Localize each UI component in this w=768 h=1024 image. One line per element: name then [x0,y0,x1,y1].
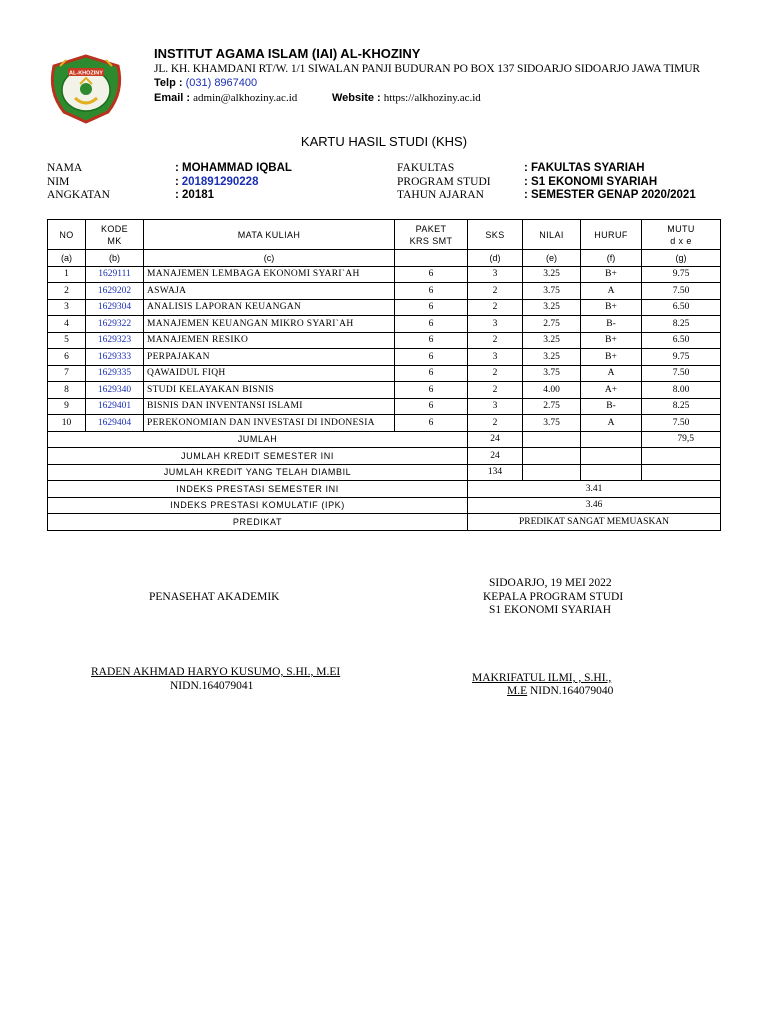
course-nilai: 4.00 [523,382,581,399]
course-code: 1629335 [86,365,144,382]
advisor-name: RADEN AKHMAD HARYO KUSUMO, S.HI., M.EI [91,666,341,678]
course-sks: 2 [468,283,523,300]
predikat-label: PREDIKAT [48,514,468,531]
table-row [48,332,721,349]
table-row [48,365,721,382]
email-label: Email : [154,92,191,104]
email-value[interactable]: admin@alkhoziny.ac.id [193,92,298,104]
header-nilai: NILAI [523,220,581,250]
course-nilai: 3.75 [523,415,581,432]
course-paket: 6 [395,382,468,399]
course-no: 2 [48,283,86,300]
course-huruf: B+ [581,332,642,349]
course-huruf: A [581,283,642,300]
institution-telp [154,77,257,89]
letter-cell [395,250,468,267]
course-name: MANAJEMEN LEMBAGA EKONOMI SYARI`AH [144,266,395,283]
course-mutu: 9.75 [642,349,721,366]
course-nilai: 3.25 [523,332,581,349]
course-rows [48,266,721,431]
course-nilai: 3.25 [523,349,581,366]
course-sks: 2 [468,365,523,382]
letter-cell: (f) [581,250,642,267]
ipk-row [48,497,721,514]
header-sks: SKS [468,220,523,250]
kredit-semester-row [48,448,721,465]
logo-text: AL-KHOZINY [69,70,103,77]
course-no: 10 [48,415,86,432]
website-label: Website : [332,92,381,104]
document-title: KARTU HASIL STUDI (KHS) [300,134,468,149]
course-nilai: 3.25 [523,299,581,316]
prodi-value: : S1 EKONOMI SYARIAH [524,176,658,188]
course-code: 1629304 [86,299,144,316]
header-no: NO [48,220,86,250]
course-code: 1629404 [86,415,144,432]
course-paket: 6 [395,349,468,366]
course-mutu: 8.00 [642,382,721,399]
table-row [48,316,721,333]
nim-value: 201891290228 [181,176,259,188]
institution-email [154,92,297,104]
course-name: MANAJEMEN RESIKO [144,332,395,349]
table-row [48,382,721,399]
course-name: BISNIS DAN INVENTANSI ISLAMI [144,398,395,415]
header-mutu: MUTU d x e [642,220,721,250]
course-sks: 3 [468,349,523,366]
empty-cell [581,448,642,465]
header-kode: KODE MK [86,220,144,250]
course-paket: 6 [395,398,468,415]
course-nilai: 2.75 [523,398,581,415]
table-header-row [48,220,721,250]
head-title-1: KEPALA PROGRAM STUDI [483,591,624,603]
course-sks: 3 [468,266,523,283]
angkatan-label: ANGKATAN [47,189,110,201]
header-mata-kuliah: MATA KULIAH [144,220,395,250]
advisor-nidn: NIDN.164079041 [170,680,254,692]
empty-cell [581,431,642,448]
course-nilai: 3.25 [523,266,581,283]
course-nilai: 2.75 [523,316,581,333]
course-mutu: 7.50 [642,415,721,432]
head-name-nidn [507,685,613,697]
course-mutu: 8.25 [642,398,721,415]
kredit-diambil-row [48,464,721,481]
predikat-value: PREDIKAT SANGAT MEMUASKAN [468,514,721,531]
course-huruf: A [581,415,642,432]
jumlah-row [48,431,721,448]
course-mutu: 7.50 [642,283,721,300]
course-name: MANAJEMEN KEUANGAN MIKRO SYARI`AH [144,316,395,333]
course-paket: 6 [395,266,468,283]
course-no: 5 [48,332,86,349]
header-huruf: HURUF [581,220,642,250]
course-name: ASWAJA [144,283,395,300]
course-name: PEREKONOMIAN DAN INVESTASI DI INDONESIA [144,415,395,432]
course-paket: 6 [395,316,468,333]
course-sks: 2 [468,299,523,316]
nama-label: NAMA [47,162,83,174]
institution-address: JL. KH. KHAMDANI RT/W. 1/1 SIWALAN PANJI BUDURAN PO BOX 137 SIDOARJO SIDOARJO JAWA TIMUR [154,63,700,75]
ips-row [48,481,721,498]
empty-cell [581,464,642,481]
course-mutu: 6.50 [642,299,721,316]
course-name: QAWAIDUL FIQH [144,365,395,382]
letter-cell: (e) [523,250,581,267]
institution-name: INSTITUT AGAMA ISLAM (IAI) AL-KHOZINY [154,46,421,61]
course-huruf: B- [581,316,642,333]
course-mutu: 7.50 [642,365,721,382]
tahun-value: : SEMESTER GENAP 2020/2021 [524,189,696,201]
jumlah-mutu: 79,5 [642,431,721,448]
letter-cell: (g) [642,250,721,267]
course-paket: 6 [395,365,468,382]
course-huruf: B+ [581,299,642,316]
table-row [48,266,721,283]
course-mutu: 9.75 [642,266,721,283]
course-sks: 3 [468,398,523,415]
letter-cell: (d) [468,250,523,267]
course-nilai: 3.75 [523,283,581,300]
course-no: 9 [48,398,86,415]
website-value[interactable]: https://alkhoziny.ac.id [383,92,481,104]
empty-cell [523,448,581,465]
ips-label: INDEKS PRESTASI SEMESTER INI [48,481,468,498]
telp-value: (031) 8967400 [185,77,258,89]
nama-value: : MOHAMMAD IQBAL [175,162,292,174]
kredit-diambil-value: 134 [468,464,523,481]
course-sks: 2 [468,415,523,432]
course-paket: 6 [395,415,468,432]
fakultas-value: : FAKULTAS SYARIAH [524,162,645,174]
table-row [48,299,721,316]
course-huruf: A+ [581,382,642,399]
table-row [48,398,721,415]
course-paket: 6 [395,332,468,349]
course-paket: 6 [395,283,468,300]
predikat-row [48,514,721,531]
course-no: 1 [48,266,86,283]
empty-cell [523,431,581,448]
header-paket: PAKET KRS SMT [395,220,468,250]
telp-label: Telp : [154,77,183,89]
course-name: ANALISIS LAPORAN KEUANGAN [144,299,395,316]
nim-colon: : [175,176,179,188]
kredit-semester-label: JUMLAH KREDIT SEMESTER INI [48,448,468,465]
table-row [48,349,721,366]
course-code: 1629323 [86,332,144,349]
column-letter-row [48,250,721,267]
letter-cell: (b) [86,250,144,267]
grades-table [47,219,721,531]
institution-website [332,92,481,104]
course-no: 7 [48,365,86,382]
fakultas-label: FAKULTAS [397,162,455,174]
empty-cell [642,464,721,481]
course-mutu: 6.50 [642,332,721,349]
course-code: 1629333 [86,349,144,366]
head-nidn: NIDN.164079040 [530,685,614,697]
course-name: PERPAJAKAN [144,349,395,366]
head-name-suffix: M.E [507,685,528,697]
course-huruf: B+ [581,266,642,283]
course-sks: 2 [468,382,523,399]
letter-cell: (c) [144,250,395,267]
jumlah-label: JUMLAH [48,431,468,448]
prodi-label: PROGRAM STUDI [397,176,491,188]
course-no: 4 [48,316,86,333]
course-name: STUDI KELAYAKAN BISNIS [144,382,395,399]
table-row [48,415,721,432]
course-no: 3 [48,299,86,316]
ipk-value: 3.46 [468,497,721,514]
course-mutu: 8.25 [642,316,721,333]
tahun-label: TAHUN AJARAN [397,189,484,201]
course-huruf: B+ [581,349,642,366]
head-name: MAKRIFATUL ILMI, , S.HI., [472,672,612,684]
ips-value: 3.41 [468,481,721,498]
course-no: 8 [48,382,86,399]
course-code: 1629401 [86,398,144,415]
nim-label: NIM [47,176,70,188]
institution-logo [46,54,126,124]
head-title-2: S1 EKONOMI SYARIAH [489,604,612,616]
letter-cell: (a) [48,250,86,267]
kredit-semester-value: 24 [468,448,523,465]
advisor-title: PENASEHAT AKADEMIK [149,591,280,603]
course-huruf: B- [581,398,642,415]
course-code: 1629322 [86,316,144,333]
empty-cell [523,464,581,481]
course-sks: 3 [468,316,523,333]
course-paket: 6 [395,299,468,316]
course-sks: 2 [468,332,523,349]
jumlah-sks: 24 [468,431,523,448]
table-row [48,283,721,300]
empty-cell [642,448,721,465]
course-huruf: A [581,365,642,382]
sign-place-date: SIDOARJO, 19 MEI 2022 [489,577,612,589]
angkatan-value: : 20181 [175,189,215,201]
course-code: 1629111 [86,266,144,283]
course-nilai: 3.75 [523,365,581,382]
ipk-label: INDEKS PRESTASI KOMULATIF (IPK) [48,497,468,514]
kredit-diambil-label: JUMLAH KREDIT YANG TELAH DIAMBIL [48,464,468,481]
course-no: 6 [48,349,86,366]
course-code: 1629340 [86,382,144,399]
course-code: 1629202 [86,283,144,300]
